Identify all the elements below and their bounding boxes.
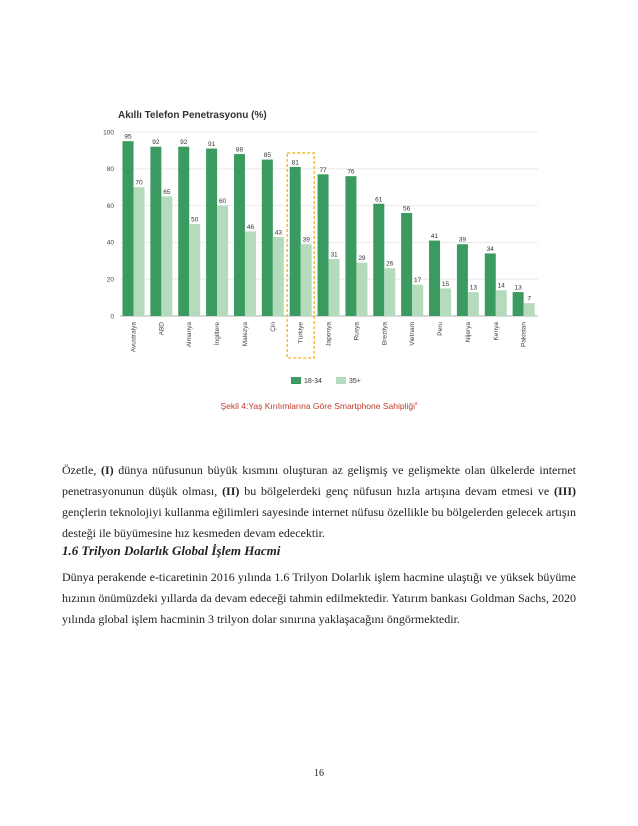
bar <box>485 253 496 316</box>
x-tick-label: Pakistan <box>520 322 528 347</box>
bar <box>356 263 367 316</box>
legend-swatch <box>291 377 301 384</box>
chart-bars <box>123 134 535 358</box>
bar <box>150 147 161 316</box>
bar <box>161 196 172 316</box>
x-tick-label: Nijerya <box>464 322 472 343</box>
data-label: 60 <box>218 198 227 206</box>
bar <box>206 149 217 316</box>
p1-marker-1: (I) <box>100 463 114 477</box>
bar <box>440 288 451 316</box>
bar <box>513 292 524 316</box>
x-tick-label: İngiltere <box>214 322 222 346</box>
legend-label: 18-34 <box>304 378 322 385</box>
bar <box>345 176 356 316</box>
ecommerce-paragraph: Dünya perakende e-ticaretinin 2016 yılında 1.6 Trilyon Dolarlık işlem hacmine ulaştığı ve yüksek büyüme hızının önümüzdeki yıllarda da devam edeceği tahmin edilmektedir. Yatırım bankası Goldman Sachs, 2020 yılında global işlem hacminin 3 trilyon dolar sınırına yaklaşacağını öngörmektedir. <box>62 570 576 626</box>
y-tick-label: 80 <box>106 166 114 174</box>
p1-text-2: bu bölgelerdeki genç nüfusun hızla artışına devam etmesi ve <box>239 484 554 498</box>
x-tick-label: Peru <box>437 322 445 336</box>
data-label: 92 <box>180 139 188 147</box>
p1-text-3: gençlerin teknolojiyi kullanma eğilimleri sayesinde internet nüfusu özellikle bu bölgelerden gelecek artışın desteği ile büyümesine hız kesmeden devam edecektir. <box>62 505 576 540</box>
x-tick-label: Brezilya <box>381 322 389 346</box>
chart-title: Akıllı Telefon Penetrasyonu (%) <box>118 110 267 121</box>
data-label: 56 <box>403 205 411 213</box>
data-label: 26 <box>386 260 394 268</box>
legend-label: 35+ <box>349 378 361 385</box>
bar <box>524 303 535 316</box>
y-tick-label: 20 <box>106 276 114 284</box>
bar <box>412 285 423 316</box>
bar <box>318 174 329 316</box>
bar <box>178 147 189 316</box>
data-label: 43 <box>274 229 282 237</box>
data-label: 34 <box>486 245 494 253</box>
data-label: 31 <box>330 251 338 259</box>
x-tick-label: Vietnam <box>409 322 417 346</box>
data-label: 15 <box>441 280 450 288</box>
p1-text-0: Özetle, <box>62 463 101 477</box>
data-label: 91 <box>207 141 216 149</box>
section-heading: 1.6 Trilyon Dolarlık Global İşlem Hacmi <box>62 543 281 558</box>
data-label: 39 <box>302 236 310 244</box>
bar <box>401 213 412 316</box>
data-label: 46 <box>246 223 255 231</box>
y-tick-label: 40 <box>106 239 114 247</box>
x-tick-label: Almanya <box>186 322 194 348</box>
bar <box>189 224 200 316</box>
bar <box>262 160 273 316</box>
data-label: 17 <box>414 277 422 285</box>
data-label: 50 <box>191 216 199 224</box>
bar <box>273 237 284 316</box>
summary-paragraph <box>62 460 576 544</box>
p1-marker-3: (III) <box>553 484 576 498</box>
x-tick-label: ABD <box>158 322 166 336</box>
data-label: 81 <box>291 159 299 167</box>
data-label: 70 <box>135 179 143 187</box>
x-tick-label: Türkiye <box>297 322 305 344</box>
x-tick-label: Kenya <box>492 322 500 341</box>
caption-ref: x <box>415 401 418 408</box>
p1-marker-2: (II) <box>222 484 240 498</box>
chart-legend <box>291 377 361 385</box>
bar <box>457 244 468 316</box>
bar <box>468 292 479 316</box>
y-tick-label: 0 <box>110 313 114 321</box>
data-label: 13 <box>514 284 522 292</box>
data-label: 65 <box>163 188 171 196</box>
bar <box>384 268 395 316</box>
caption-text: Şekil 4:Yaş Kırılımlarına Göre Smartphone Sahipliği <box>220 401 415 411</box>
data-label: 92 <box>152 139 160 147</box>
bar <box>234 154 245 316</box>
data-label: 76 <box>347 168 355 176</box>
data-label: 29 <box>358 255 366 263</box>
bar <box>496 290 507 316</box>
legend-swatch <box>336 377 346 384</box>
bar <box>123 141 134 316</box>
data-label: 14 <box>497 282 505 290</box>
x-tick-label: Japonya <box>325 322 333 347</box>
bar-chart <box>0 0 638 400</box>
p1-text-1: dünya nüfusunun büyük kısmını oluşturan az gelişmiş ve gelişmekte olan ülkelerde internet penetrasyonunun düşük olması, <box>62 463 577 498</box>
data-label: 13 <box>469 284 478 292</box>
page-number: 16 <box>314 768 324 779</box>
bar <box>245 231 256 316</box>
bar <box>429 241 440 316</box>
data-label: 77 <box>319 166 327 174</box>
figure-caption <box>0 401 638 411</box>
x-tick-label: Çin <box>269 322 277 332</box>
y-tick-label: 60 <box>106 202 114 210</box>
bar <box>373 204 384 316</box>
x-tick-label: Rusya <box>353 322 361 341</box>
data-label: 7 <box>527 295 531 303</box>
bar <box>134 187 145 316</box>
y-tick-label: 100 <box>103 129 114 137</box>
bar <box>217 206 228 316</box>
x-tick-label: Malezya <box>241 322 249 347</box>
bar <box>301 244 312 316</box>
data-label: 41 <box>430 233 439 241</box>
bar <box>290 167 301 316</box>
data-label: 88 <box>235 146 244 154</box>
data-label: 85 <box>263 152 271 160</box>
data-label: 39 <box>458 236 467 244</box>
bar <box>329 259 340 316</box>
data-label: 95 <box>124 133 132 141</box>
data-label: 61 <box>375 196 383 204</box>
x-tick-label: Avustralya <box>130 322 138 353</box>
